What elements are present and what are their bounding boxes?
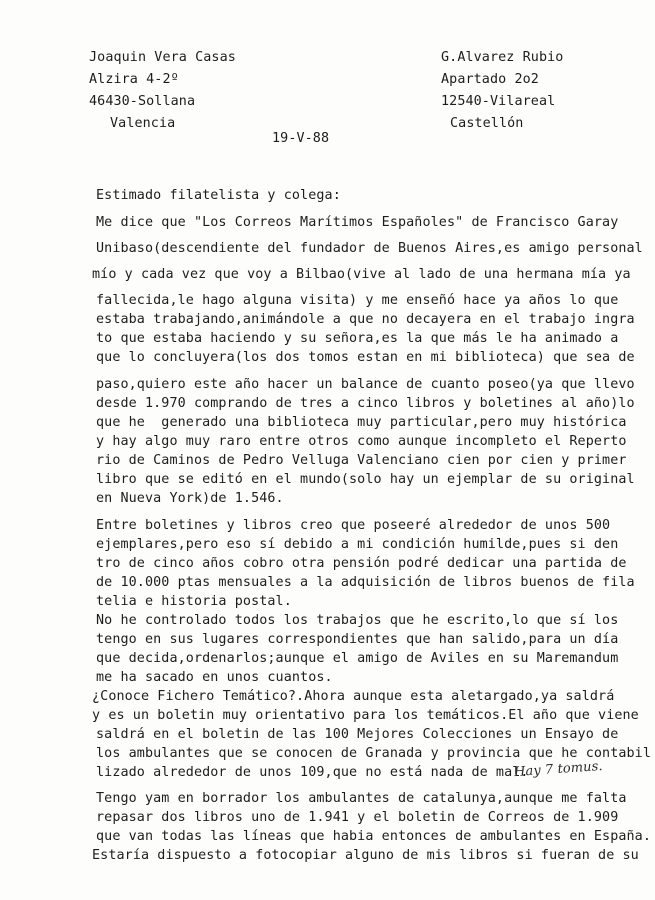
sender-street: Alzira 4-2º <box>89 72 179 87</box>
sender-city: 46430-Sollana <box>89 94 196 109</box>
body-line: y hay algo muy raro entre otros como aunque incompleto el Reperto <box>96 434 627 449</box>
letter-date: 19-V-88 <box>272 131 330 146</box>
body-line: lizado alrededor de unos 109,que no está nada de mal. <box>96 765 529 780</box>
body-line: desde 1.970 comprando de tres a cinco libros y boletines al año)lo <box>96 396 635 411</box>
body-line: en Nueva York)de 1.546. <box>96 491 284 506</box>
body-line: Me dice que "Los Correos Marítimos Españoles" de Francisco Garay <box>96 215 619 230</box>
body-line: estaba trabajando,animándole a que no decayera en el trabajo ingra <box>96 312 635 327</box>
body-line: saldrá en el boletin de las 100 Mejores Colecciones un Ensayo de <box>96 727 619 742</box>
body-line: No he controlado todos los trabajos que he escrito,lo que sí los <box>96 613 619 628</box>
body-line: que decida,ordenarlos;aunque el amigo de Aviles en su Maremandum <box>96 651 619 666</box>
body-line: mío y cada vez que voy a Bilbao(vive al lado de una hermana mía ya <box>92 267 631 282</box>
body-line: telia e historia postal. <box>96 594 292 609</box>
body-line: ¿Conoce Fichero Temático?.Ahora aunque esta aletargado,ya saldrá <box>92 689 615 704</box>
body-line: que he generado una biblioteca muy particular,pero muy histórica <box>96 415 627 430</box>
body-line: me ha sacado en unos cuantos. <box>96 670 333 685</box>
body-line: rio de Caminos de Pedro Velluga Valenciano cien por cien y primer <box>96 453 627 468</box>
body-line: Tengo yam en borrador los ambulantes de catalunya,aunque me falta <box>96 791 627 806</box>
body-line: ejemplares,pero eso sí debido a mi condición humilde,pues si den <box>96 537 619 552</box>
handwritten-note: Hay 7 tomus. <box>513 758 604 781</box>
body-line: tro de cinco años cobro otra pensión podré dedicar una partida de <box>96 556 627 571</box>
body-line: paso,quiero este año hacer un balance de cuanto poseo(ya que llevo <box>96 377 635 392</box>
recipient-street: Apartado 2o2 <box>441 72 539 87</box>
body-line: que van todas las líneas que habia entonces de ambulantes en España. <box>96 829 652 844</box>
body-line: to que estaba haciendo y su señora,es la que más le ha animado a <box>96 331 619 346</box>
body-line: tengo en sus lugares correspondientes que han salido,para un día <box>96 632 619 647</box>
body-line: Estaría dispuesto a fotocopiar alguno de mis libros si fueran de su <box>92 848 639 863</box>
body-line: libro que se editó en el mundo(solo hay un ejemplar de su original <box>96 472 635 487</box>
body-line: Unibaso(descendiente del fundador de Buenos Aires,es amigo personal <box>96 241 643 256</box>
body-line: fallecida,le hago alguna visita) y me enseñó hace ya años lo que <box>96 293 619 308</box>
recipient-city: 12540-Vilareal <box>441 94 556 109</box>
body-line: Entre boletines y libros creo que poseeré alrededor de unos 500 <box>96 518 611 533</box>
salutation: Estimado filatelista y colega: <box>96 188 341 203</box>
body-line: que lo concluyera(los dos tomos estan en mi biblioteca) que sea de <box>96 350 635 365</box>
sender-region: Valencia <box>110 116 176 131</box>
recipient-region: Castellón <box>450 116 524 131</box>
body-line: repasar dos libros uno de 1.941 y el boletin de Correos de 1.909 <box>96 810 619 825</box>
body-line: los ambulantes que se conocen de Granada y provincia que he contabil <box>96 746 652 761</box>
sender-name: Joaquin Vera Casas <box>89 50 236 65</box>
body-line: y es un boletin muy orientativo para los temáticos.El año que viene <box>92 708 639 723</box>
body-line: de 10.000 ptas mensuales a la adquisición de libros buenos de fila <box>96 575 635 590</box>
recipient-name: G.Alvarez Rubio <box>441 50 564 65</box>
